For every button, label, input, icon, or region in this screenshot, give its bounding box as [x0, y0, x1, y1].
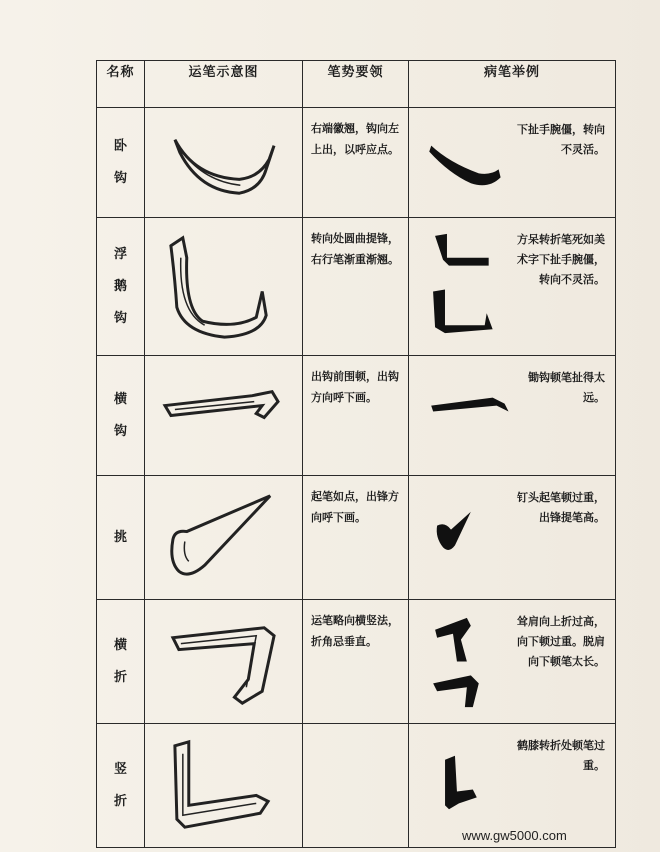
stroke-name-char: 钩: [113, 170, 127, 186]
stroke-name-char: 卧: [113, 138, 127, 154]
stroke-name: [97, 600, 145, 724]
stroke-name: [97, 476, 145, 600]
bad-note-text: 钉头起笔顿过重，出锋提笔高。: [517, 491, 605, 524]
header-diagram: 运笔示意图: [145, 61, 303, 108]
key-points-text: 右端徽翘，钩向左上出，以呼应点。: [311, 122, 399, 156]
bad-note-text: 锄钩顿笔扯得太远。: [528, 371, 605, 404]
hengzhe-outline-icon: [145, 600, 302, 723]
stroke-name: [97, 724, 145, 848]
stroke-diagram-fuegou: [145, 218, 303, 356]
bad-note-text: 耸肩向上折过高，向下顿过重。脱肩向下顿笔太长。: [517, 615, 605, 668]
key-points-cell: [303, 724, 409, 848]
stroke-name: [97, 356, 145, 476]
bad-example-cell: [409, 600, 616, 724]
stroke-name-char: 竖: [113, 761, 127, 777]
stroke-name-char: 折: [113, 793, 127, 809]
bad-note-text: 鹤膝转折处顿笔过重。: [517, 739, 605, 772]
bad-example-cell: [409, 476, 616, 600]
key-points-text: 转向处圆曲提锋，右行笔渐重渐翘。: [311, 232, 399, 266]
bad-example-note: [507, 736, 605, 776]
stroke-diagram-tiao: [145, 476, 303, 600]
stroke-diagram-shuzhe: [145, 724, 303, 848]
stroke-name-char: 折: [113, 669, 127, 685]
header-name: 名称: [97, 61, 145, 108]
table-row: [97, 108, 616, 218]
calligraphy-table: [96, 60, 616, 848]
bad-example-cell: [409, 218, 616, 356]
stroke-name-char: 钩: [113, 310, 127, 326]
bad-example-note: [507, 368, 605, 408]
fuegou-outline-icon: [145, 218, 302, 355]
stroke-diagram-wogou: [145, 108, 303, 218]
stroke-diagram-hengzhe: [145, 600, 303, 724]
stroke-name: [97, 218, 145, 356]
shuzhe-outline-icon: [145, 724, 302, 847]
key-points-cell: [303, 108, 409, 218]
bad-note-text: 方呆转折笔死如美术字下扯手腕僵，转向不灵活。: [517, 233, 605, 286]
key-points-text: 运笔略向横竖法，折角忌垂直。: [311, 614, 399, 648]
henggou-outline-icon: [145, 356, 302, 475]
stroke-name-char: 鹅: [113, 278, 127, 294]
stroke-name-char: 横: [113, 637, 127, 653]
bad-example-cell: [409, 356, 616, 476]
key-points-cell: [303, 600, 409, 724]
bad-example-note: [507, 612, 605, 672]
key-points-text: 起笔如点，出锋方向呼下画。: [311, 490, 399, 524]
stroke-diagram-henggou: [145, 356, 303, 476]
tiao-outline-icon: [145, 476, 302, 599]
key-points-cell: [303, 218, 409, 356]
header-bad-examples: 病笔举例: [409, 61, 616, 108]
key-points-text: 出钩前围顿，出钩方向呼下画。: [311, 370, 399, 404]
stroke-name-char: 浮: [113, 246, 127, 262]
header-key-points: 笔势要领: [303, 61, 409, 108]
table-row: [97, 356, 616, 476]
table-row: [97, 600, 616, 724]
bad-note-text: 下扯手腕僵，转向不灵活。: [517, 123, 605, 156]
table-row: [97, 218, 616, 356]
key-points-cell: [303, 476, 409, 600]
site-watermark: www.gw5000.com: [462, 828, 567, 843]
stroke-name-char: 横: [113, 391, 127, 407]
bad-example-note: [507, 488, 605, 528]
table-row: [97, 476, 616, 600]
stroke-name-char: 钩: [113, 423, 127, 439]
wogou-outline-icon: [145, 108, 302, 217]
stroke-name: [97, 108, 145, 218]
bad-example-note: [507, 120, 605, 160]
stroke-name-char: 挑: [113, 529, 127, 545]
bad-example-note: [507, 230, 605, 290]
key-points-cell: [303, 356, 409, 476]
bad-example-cell: [409, 108, 616, 218]
table-header-row: [97, 61, 616, 108]
